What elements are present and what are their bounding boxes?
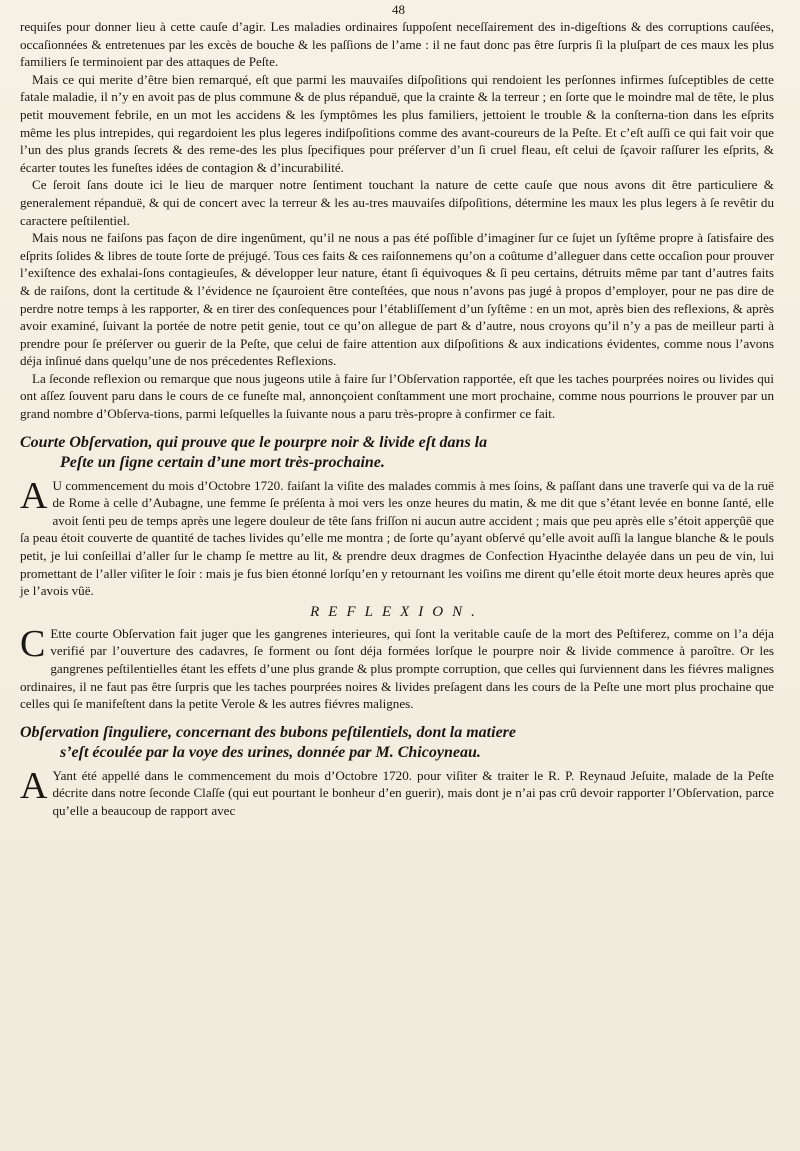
observation-heading-2 xyxy=(20,723,774,763)
observation-1-text xyxy=(20,474,774,600)
observation-1-body: U commencement du mois d’Octobre 1720. faiſant la viſite des malades commis à mes ſoins, & paſſant dans une traverſe qui va de la ruë de Rome à celle d’Aubagne, une femme ſe préſenta à moi vers les onze heures du matin, & me dit que s’étant levée en bonne ſanté, elle avoit ſenti peu de temps après une legere douleur de tête ſans friſſon ni aucun autre accident ; mais que peu après elle s’étoit apperçûë que ſa peau étoit couverte de quantité de taches livides qu’elle me montra ; de ſorte qu’ayant obſervé qu’elle avoit auſſi la langue blanche & le pouls petit, je lui conſeillai d’aller ſur le champ ſe mettre au lit, & prendre deux dragmes de Confection Hyacinthe delayée dans un peu de vin, lui promettant de l’aller viſiter le ſoir : mais je fus bien étonné lorſqu’en y retournant les voiſins me dirent qu’elle étoit morte deux heures après que je l’avois vûë. xyxy=(20,477,774,599)
reflexion-body: Ette courte Obſervation fait juger que les gangrenes interieures, qui ſont la veritable cauſe de la mort des Peſtiferez, comme on l’a déja verifié par l’ouverture des cadavres, ſe forment ou ſont déja formées lorſque le pourpre noir & livide commence à paroître. Or les gangrenes peſtilentielles étant les effets d’une plus grande & plus prompte corruption, que celles qui ſurviennent dans les fiévres malignes ordinaires, il ne faut pas être ſurpris que les taches pourprées noires & livides preſagent dans les cours de la Peſte une mort plus prochaine que celles qui ſe manifeſtent dans la petite Verole & les autres fiévres malignes. xyxy=(20,625,774,712)
reflexion-dropcap: C xyxy=(20,622,46,665)
observation-1-dropcap: A xyxy=(20,474,48,517)
reflexion-title: REFLEXION. xyxy=(310,603,484,620)
paragraph-3: Ce ſeroit ſans doute ici le lieu de marquer notre ſentiment touchant la nature de cette cauſe que nous avons dit être particuliere & generalement répanduë, & qui de concert avec la terreur & les au-tres mauvaiſes diſpoſitions, détermine les maux les plus legers à ſe revêtir du caractere peſtilentiel. xyxy=(20,177,774,228)
observation-2-body: Yant été appellé dans le commencement du mois d’Octobre 1720. pour viſiter & traiter le R. P. Reynaud Jeſuite, malade de la Peſte décrite dans notre ſeconde Claſſe (qui eut pourtant le bonheur d’en guerir), mais dont je n’ai pas crû devoir rapporter l’Obſervation, parce qu’elle a beaucoup de rapport avec xyxy=(52,767,774,818)
paragraph-4: Mais nous ne faiſons pas façon de dire ingenûment, qu’il ne nous a pas été poſſible d’imaginer ſur ce ſujet un ſyſtême propre à ſatisfaire des eſprits ſolides & libres de toute ſorte de préjugé. Tous ces faits & ces raiſonnemens qu’on a coûtume d’alleguer dans cette occaſion pour prouver l’exiſtence des exhalai-ſons contagieuſes, & développer leur nature, étant ſi équivoques & ſi peu certains, détruits même par tant d’autres faits & de raiſons, dont la certitude & l’évidence ne ſçauroient être conteſtées, que nous n’avons pas jugé à propos d’employer, pour ne pas dire de perdre notre temps à les rapporter, & en tirer des conſequences pour l’établiſſement d’un ſyſtême : en un mot, après bien des reflexions, & après avoir examiné, ſuivant la portée de notre petit genie, tout ce qu’on allegue de part & d’autre, nous croyons qu’il n’y a pas de meilleur parti à prendre pour ſe préſerver ou guerir de la Peſte, que celui de faire attention aux diſpoſitions & aux indications évidentes, comme nous l’avons déja inſinué dans quelqu’une de nos précedentes Reflexions. xyxy=(20,230,774,369)
paragraph-2: Mais ce qui merite d’être bien remarqué, eſt que parmi les mauvaiſes diſpoſitions qui rendoient les perſonnes infirmes ſuſceptibles de cette fatale maladie, il n’y en avoit pas de plus commune & de plus répanduë, que la crainte & la terreur ; en ſorte que le moindre mal de tête, le plus petit mouvement febrile, en un mot les accidens & les ſymptômes les plus familiers, jettoient le trouble & la conſterna-tion dans les eſprits même les plus intrepides, qui regardoient les plus legeres indiſpoſitions comme des avant-coureurs de la Peſte. Et c’eſt auſſi ce qui fait voir que l’un des plus grands ſecrets & des reme-des les plus ſpecifiques pour préſerver d’un ſi cruel fleau, eſt celui de ſçavoir raſſurer les eſprits, & écarter toutes les funeſtes idées de contagion & d’incurabilité. xyxy=(20,71,774,175)
observation-heading-2-line2: s’eſt écoulée par la voye des urines, donnée par M. Chicoyneau. xyxy=(60,743,481,761)
observation-heading-1 xyxy=(20,433,774,473)
observation-2-dropcap: A xyxy=(20,764,48,807)
paragraph-5: La ſeconde reflexion ou remarque que nous jugeons utile à faire ſur l’Obſervation rapportée, eſt que les taches pourprées noires ou livides qui ont aſſez ſouvent paru dans le cours de ce funeſte mal, annonçoient conſtamment une mort prochaine, comme nous pourrions le prouver par un grand nombre d’Obſerva-tions, parmi leſquelles la ſuivante nous a paru très-propre à confirmer ce fait. xyxy=(20,370,774,422)
observation-heading-1-line1: Courte Obſervation, qui prouve que le pourpre noir & livide eſt dans la xyxy=(20,433,488,451)
page-number: 48 xyxy=(392,2,405,17)
observation-2-text xyxy=(20,764,774,820)
observation-heading-1-line2: Peſte un ſigne certain d’une mort très-prochaine. xyxy=(60,453,385,471)
observation-heading-2-line1: Obſervation ſinguliere, concernant des bubons peſtilentiels, dont la matiere xyxy=(20,723,516,741)
reflexion-text xyxy=(20,622,774,713)
paragraph-1: requiſes pour donner lieu à cette cauſe d’agir. Les maladies ordinaires ſuppoſent neceſſairement des in-digeſtions & des corruptions cauſées, occaſionnées & entretenues par les excès de bouche & les paſſions de l’ame : il ne faut donc pas être ſurpris ſi la pluſpart de ces maux les plus familiers ſe terminoient par des attaques de Peſte. xyxy=(20,19,774,70)
